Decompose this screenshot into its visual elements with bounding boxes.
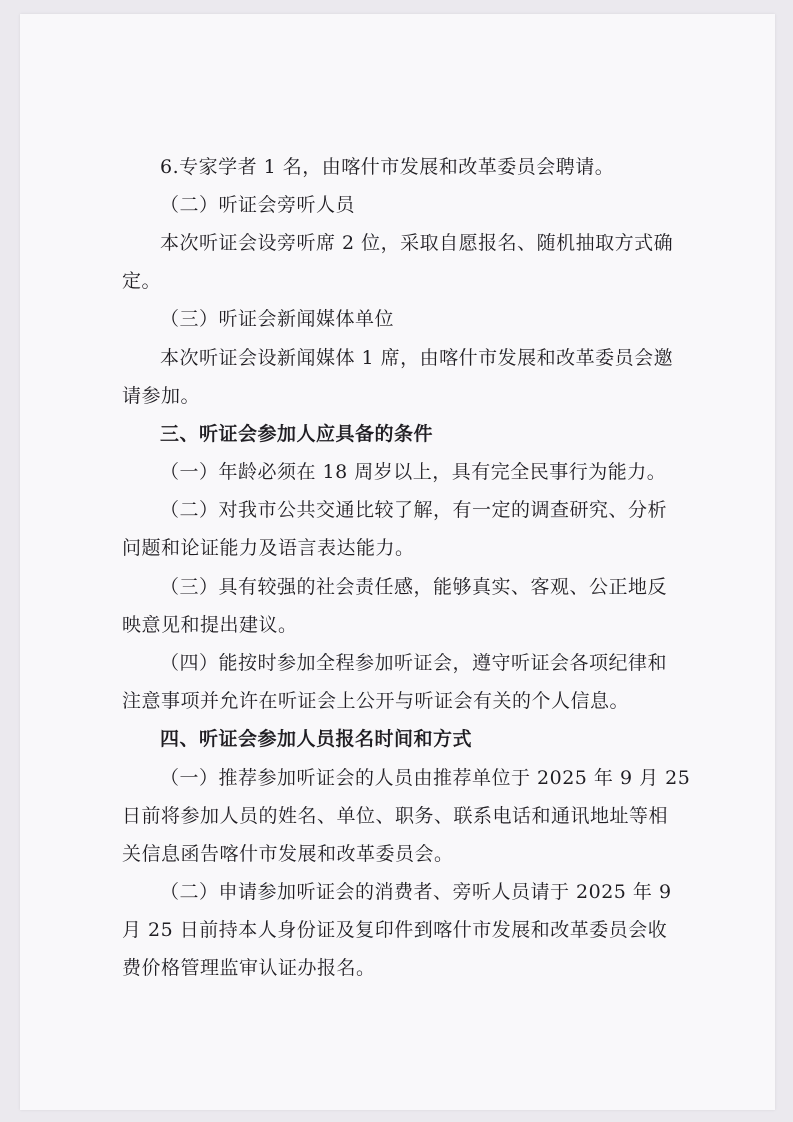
text-line: 注意事项并允许在听证会上公开与听证会有关的个人信息。 [122,690,630,712]
section-heading: 三、听证会参加人应具备的条件 [160,423,434,445]
text-line: 定。 [122,270,162,292]
document-page [20,14,775,1110]
text-line: （三）具有较强的社会责任感，能够真实、客观、公正地反 [160,576,668,598]
text-line: （二）对我市公共交通比较了解，有一定的调查研究、分析 [160,499,668,521]
text-line: 本次听证会设旁听席 2 位，采取自愿报名、随机抽取方式确 [160,232,674,254]
text-line: 问题和论证能力及语言表达能力。 [122,537,415,559]
text-line: （二）申请参加听证会的消费者、旁听人员请于 2025 年 9 [160,881,672,903]
text-line: 费价格管理监审认证办报名。 [122,957,376,979]
text-line: 日前将参加人员的姓名、单位、职务、联系电话和通讯地址等相 [122,805,669,827]
subheading-line: （三）听证会新闻媒体单位 [160,308,395,330]
text-line: （四）能按时参加全程参加听证会，遵守听证会各项纪律和 [160,652,668,674]
section-heading: 四、听证会参加人员报名时间和方式 [160,728,473,750]
text-line: 请参加。 [122,385,201,407]
text-line: 映意见和提出建议。 [122,614,298,636]
text-line: 关信息函告喀什市发展和改革委员会。 [122,843,454,865]
text-line: 本次听证会设新闻媒体 1 席，由喀什市发展和改革委员会邀 [160,347,674,369]
text-line: （一）年龄必须在 18 周岁以上，具有完全民事行为能力。 [160,461,667,483]
text-line: （一）推荐参加听证会的人员由推荐单位于 2025 年 9 月 25 [160,767,691,789]
text-line: 月 25 日前持本人身份证及复印件到喀什市发展和改革委员会收 [122,919,668,941]
subheading-line: （二）听证会旁听人员 [160,194,356,216]
text-line: 6.专家学者 1 名，由喀什市发展和改革委员会聘请。 [160,156,615,178]
